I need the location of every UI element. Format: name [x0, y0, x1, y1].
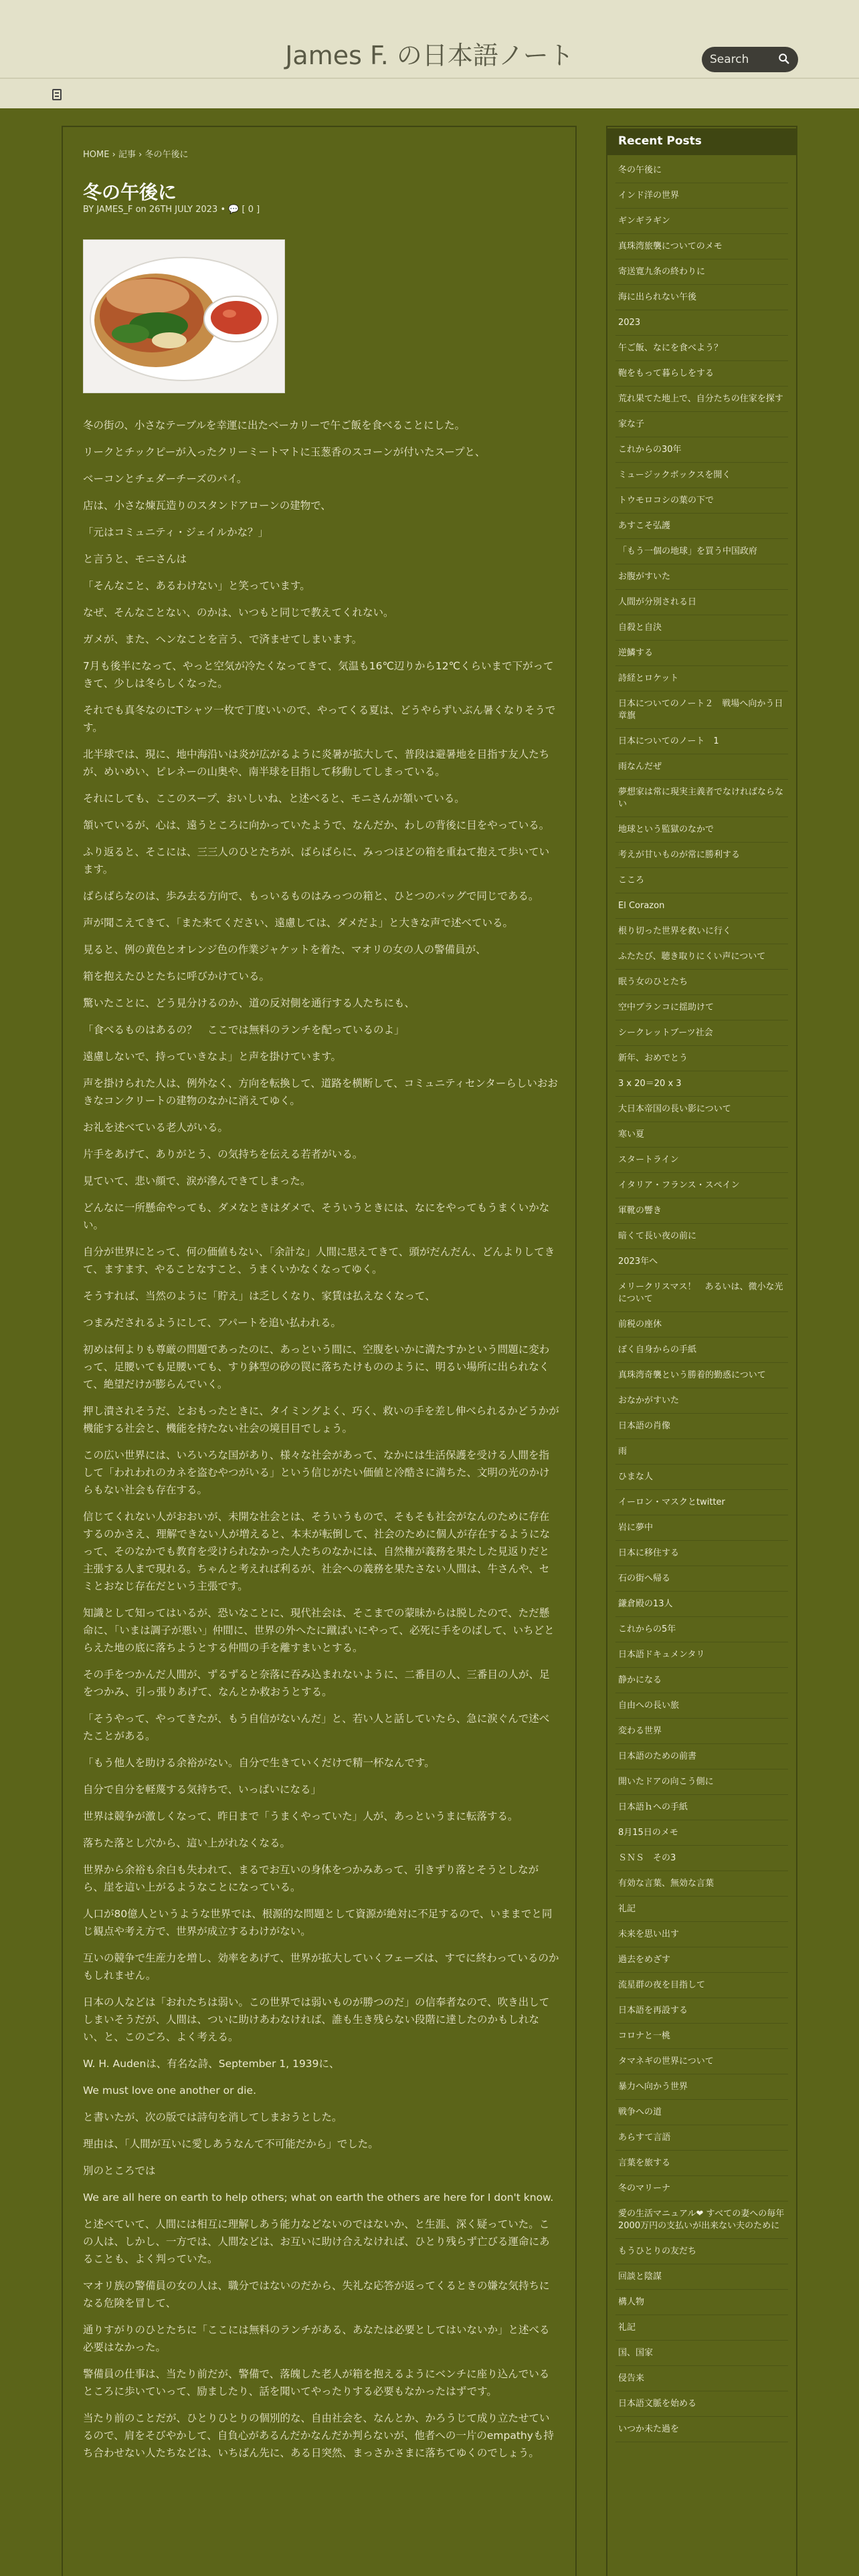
post-body	[83, 417, 559, 2471]
recent-post-link[interactable]: 戦争への道	[615, 2100, 788, 2125]
nav-bar	[0, 79, 859, 108]
post-paragraph: 「もう他人を助ける余裕がない。自分で生きていくだけで精一杯なんです。	[83, 1757, 435, 1769]
recent-post-link[interactable]: 日本語ｈへの手紙	[615, 1795, 788, 1820]
recent-post-link[interactable]: 軍靴の響き	[615, 1198, 788, 1224]
recent-post-link[interactable]: トウモロコシの葉の下で	[615, 488, 788, 514]
recent-post-link[interactable]: ギンギラギン	[615, 209, 788, 234]
post-paragraph: 通りすがりのひとたちに「ここには無料のランチがある、あなたは必要としてはいないか」と述べる必要はなかった。	[83, 2324, 550, 2353]
breadcrumb-separator: ›	[138, 150, 142, 160]
post-paragraph: 知識として知ってはいるが、恐いなことに、現代社会は、そこまでの蒙昧からは脱したので、ただ懸命に、「いまは調子が悪い」仲間に、世界の外へたに蹴ばいにやって、必死に手をのばして、いちどとらえた地の底に落ちようとする仲間の手を離すまいとする。	[83, 1607, 555, 1654]
breadcrumb	[83, 147, 188, 160]
recent-post-link[interactable]: もうひとりの友だち	[615, 2239, 788, 2264]
post-paragraph: 片手をあげて、ありがとう、の気持ちを伝える若者がいる。	[83, 1148, 363, 1160]
recent-post-link[interactable]: 2023年へ	[615, 1249, 788, 1275]
recent-post-link[interactable]: 人間が分別される日	[615, 590, 788, 615]
recent-post-link[interactable]: 考えが甘いものが常に勝利する	[615, 843, 788, 868]
recent-post-link[interactable]: 開いたドアの向こう側に	[615, 1769, 788, 1795]
recent-post-link[interactable]: 日本に移住する	[615, 1541, 788, 1566]
post-paragraph: W. H. Audenは、有名な詩、September 1, 1939に、	[83, 2058, 340, 2070]
site-header	[0, 0, 859, 79]
recent-post-link[interactable]: 国、国家	[615, 2341, 788, 2366]
post-paragraph: その手をつかんだ人間が、ずるずると奈落に吞み込まれないように、二番目の人、三番目の人が、足をつかみ、引っ張りあげて、なんとか救おうとする。	[83, 1669, 550, 1698]
recent-post-link[interactable]: 3 x 20＝20 x 3	[615, 1071, 788, 1097]
recent-post-link[interactable]: 自由への長い旅	[615, 1693, 788, 1719]
post-paragraph: お礼を述べている老人がいる。	[83, 1121, 229, 1134]
recent-post-link[interactable]: ふたたび、聴き取りにくい声について	[615, 944, 788, 970]
recent-post-link[interactable]: 海に出られない午後	[615, 285, 788, 310]
recent-post-link[interactable]: 言葉を旅する	[615, 2151, 788, 2176]
post-paragraph: 「元はコミュニティ・ジェイルかな？」	[83, 526, 269, 538]
recent-post-link[interactable]: 冬の午後に	[615, 158, 788, 183]
post-paragraph: なぜ、そんなことない、のかは、いつもと同じで教えてくれない。	[83, 607, 394, 619]
post-paragraph: 声を掛けられた人は、例外なく、方向を転換して、道路を横断して、コミュニティセンターらしいおおきなコンクリートの建物のなかに消えてゆく。	[83, 1077, 558, 1107]
recent-post-link[interactable]: 構人物	[615, 2290, 788, 2315]
recent-post-link[interactable]: 大日本帝国の長い影について	[615, 1097, 788, 1122]
post-paragraph: と書いたが、次の版では詩句を消してしまおうとした。	[83, 2111, 343, 2123]
post-paragraph: 頷いているが、心は、遠うところに向かっていたようで、なんだか、わしの背後に目をやっている。	[83, 819, 550, 831]
post-paragraph: ふり返ると、そこには、三三人のひとたちが、ばらばらに、みっつほどの箱を重ねて抱えて歩いています。	[83, 846, 550, 875]
recent-post-link[interactable]: ミュージックボックスを開く	[615, 463, 788, 488]
recent-post-link[interactable]: インド洋の世界	[615, 183, 788, 209]
recent-post-link[interactable]: 寄送寛九条の終わりに	[615, 259, 788, 285]
recent-post-link[interactable]: 空中ブランコに揺助けて	[615, 995, 788, 1021]
recent-post-link[interactable]: 岩に夢中	[615, 1515, 788, 1541]
recent-post-link[interactable]: イタリア・フランス・スペイン	[615, 1173, 788, 1198]
recent-post-link[interactable]: 過去をめざす	[615, 1947, 788, 1973]
recent-post-link[interactable]: 礼記	[615, 1897, 788, 1922]
recent-post-link[interactable]: 日本語文脈を始める	[615, 2391, 788, 2417]
post-paragraph: 箱を抱えたひとたちに呼びかけている。	[83, 970, 270, 982]
post-paragraph: 警備員の仕事は、当たり前だが、警備で、落魄した老人が箱を抱えるようにベンチに座り込んでいるところに歩いていって、励ましたり、話を聞いてやったりする必要もなかったはずです。	[83, 2368, 550, 2397]
recent-post-link[interactable]: 鎌倉殿の13人	[615, 1592, 788, 1617]
recent-post-link[interactable]: コロナと一桃	[615, 2024, 788, 2049]
post-paragraph: 「そんなこと、あるわけない」と笑っています。	[83, 580, 310, 592]
post-paragraph: リークとチックピーが入ったクリーミートマトに玉葱香のスコーンが付いたスープと、	[83, 446, 486, 458]
breadcrumb-separator: ›	[112, 150, 116, 160]
post-paragraph: 見ていて、悲い顔で、涙が滲んできてしまった。	[83, 1175, 311, 1187]
post-paragraph: ばらばらなのは、歩み去る方向で、もっいるものはみっつの箱と、ひとつのバッグで同じである。	[83, 890, 539, 902]
recent-post-link[interactable]: 地球という監獄のなかで	[615, 817, 788, 843]
recent-post-link[interactable]: 8月15日のメモ	[615, 1820, 788, 1846]
recent-post-link[interactable]: 詩経とロケット	[615, 666, 788, 691]
post-paragraph: 7月も後半になって、やっと空気が冷たくなってきて、気温も16℃辺りから12℃くらいまで下がってきて、少しは冬らしくなった。	[83, 660, 554, 689]
recent-post-link[interactable]: El Corazon	[615, 893, 788, 919]
post-paragraph: それにしても、ここのスープ、おいしいね、と述べると、モニさんが頷いている。	[83, 792, 465, 804]
recent-post-link[interactable]: 流星群の夜を目指して	[615, 1973, 788, 1998]
post-paragraph: 冬の街の、小さなテーブルを幸運に出たベーカリーで午ご飯を食べることにした。	[83, 419, 466, 431]
post-paragraph: どんなに一所懸命やっても、ダメなときはダメで、そういうときには、なにをやってもうまくいかない。	[83, 1202, 550, 1231]
post-paragraph: そうすれば、当然のように「貯え」は乏しくなり、家賃は払えなくなって、	[83, 1290, 436, 1302]
recent-post-link[interactable]: あすこそ弘護	[615, 514, 788, 539]
breadcrumb-current: 冬の午後に	[145, 150, 189, 160]
recent-post-link[interactable]: イーロン・マスクとtwitter	[615, 1490, 788, 1515]
recent-post-link[interactable]: ＳＮＳ その3	[615, 1846, 788, 1871]
breadcrumb-home[interactable]: HOME	[83, 150, 110, 160]
recent-post-link[interactable]: メリークリスマス！ あるいは、微小な光について	[615, 1275, 788, 1312]
post-paragraph: それでも真冬なのにTシャツ一枚で丁度いいので、やってくる夏は、どうやらずいぶん暑くなりそうです。	[83, 704, 556, 734]
recent-post-link[interactable]: 荒れ果てた地上で、自分たちの住家を探す	[615, 387, 788, 412]
recent-post-link[interactable]: 暗くて長い夜の前に	[615, 1224, 788, 1249]
recent-post-link[interactable]: 真珠湾旅襲についてのメモ	[615, 234, 788, 259]
recent-post-link[interactable]: 日本語ドキュメンタリ	[615, 1642, 788, 1668]
recent-post-link[interactable]: 家な子	[615, 412, 788, 437]
recent-post-link[interactable]: いつか未た過を	[615, 2417, 788, 2442]
search-input[interactable]	[710, 51, 779, 68]
recent-post-link[interactable]: 寒い夏	[615, 1122, 788, 1148]
post-paragraph: 「そうやって、やってきたが、もう自信がないんだ」と、若い人と話していたら、急に涙ぐんで述べたことがある。	[83, 1713, 550, 1742]
recent-post-link[interactable]: おなかがすいた	[615, 1388, 788, 1414]
post-paragraph: ガメが、また、ヘンなことを言う、で済ませてしまいます。	[83, 633, 363, 645]
recent-post-link[interactable]: 雨なんだぜ	[615, 754, 788, 780]
recent-post-link[interactable]: 静かになる	[615, 1668, 788, 1693]
post-paragraph: 自分で自分を軽蔑する気持ちで、いっぱいになる」	[83, 1784, 322, 1796]
post-paragraph: この広い世界には、いろいろな国があり、様々な社会があって、なかには生活保護を受ける人間を指して「われわれのカネを盗むやつがいる」という信じがたい価値と冷酷さに満ちた、文明の光のかけらもない社会も存在する。	[83, 1449, 550, 1496]
recent-post-link[interactable]: 前税の座休	[615, 1312, 788, 1337]
post-paragraph: 世界は競争が激しくなって、昨日まで「うまくやっていた」人が、あっというまに転落する。	[83, 1810, 518, 1822]
post-paragraph: 理由は、「人間が互いに愛しあうなんて不可能だから」でした。	[83, 2138, 379, 2150]
recent-post-link[interactable]: タマネギの世界について	[615, 2049, 788, 2074]
post-paragraph: We must love one another or die.	[83, 2084, 257, 2097]
post-paragraph: 互いの競争で生産力を増し、効率をあげて、世界が拡大していくフェーズは、すでに終わっているのかもしれません。	[83, 1952, 559, 1981]
recent-post-link[interactable]: 真珠湾奇襲という勝着的勤惑について	[615, 1363, 788, 1388]
post-paragraph: と言うと、モニさんは	[83, 553, 187, 565]
food-photo	[83, 239, 285, 393]
recent-post-link[interactable]: 冬のマリーナ	[615, 2176, 788, 2202]
recent-post-link[interactable]: 逆鱗する	[615, 641, 788, 666]
recent-post-link[interactable]: 夢想家は常に現実主義者でなければならない	[615, 780, 788, 817]
post-paragraph: 落ちた落とし穴から、這い上がれなくなる。	[83, 1837, 291, 1849]
recent-post-link[interactable]: 新年、おめでとう	[615, 1046, 788, 1071]
recent-post-link[interactable]: 2023	[615, 310, 788, 336]
recent-post-link[interactable]: 暴力へ向かう世界	[615, 2074, 788, 2100]
recent-post-link[interactable]: 変わる世界	[615, 1719, 788, 1744]
post-paragraph: 驚いたことに、どう見分けるのか、道の反対側を通行する人たちにも、	[83, 997, 415, 1009]
recent-post-link[interactable]: お腹がすいた	[615, 564, 788, 590]
recent-post-link[interactable]: ぼく自身からの手紙	[615, 1337, 788, 1363]
recent-post-link[interactable]: 「もう一個の地球」を買う中国政府	[615, 539, 788, 564]
post-paragraph: 遠慮しないで、持っていきなよ」と声を掛けています。	[83, 1051, 341, 1063]
recent-post-link[interactable]: 礼記	[615, 2315, 788, 2341]
recent-post-link[interactable]: 日本語のための前書	[615, 1744, 788, 1769]
recent-posts-list	[615, 158, 788, 2442]
post-paragraph: 北半球では、現に、地中海沿いは炎が広がるように炎暑が拡大して、普段は避暑地を目指す友人たちが、めいめい、ピレネーの山奥や、南半球を目指して移動してしまっている。	[83, 748, 550, 778]
recent-post-link[interactable]: 有効な言葉、無効な言葉	[615, 1871, 788, 1897]
post-paragraph: 押し潰されそうだ、とおもったときに、タイミングよく、巧く、救いの手を差し伸べられるかどうかが機能する社会と、機能を持たない社会の境目目でしょう。	[83, 1405, 559, 1434]
post-byline: BY JAMES_F on 26TH JULY 2023 • 💬 [ 0 ]	[83, 205, 260, 215]
post-paragraph: マオリ族の警備員の女の人は、職分ではないのだから、失礼な応答が返ってくるときの嫌な気持ちになる危険を冒して、	[83, 2280, 550, 2309]
site-title[interactable]: James F. の日本語ノート	[285, 41, 574, 70]
post-paragraph: 日本の人などは「おれたちは弱い。この世界では弱いものが勝つのだ」の信奉者なので、吹き出してしまいそうだが、人間は、ついに助けあわなければ、誰も生き残らない段階に達したのかもしれない、と、このごろ、よく考える。	[83, 1996, 550, 2043]
sidebar-title: Recent Posts	[618, 134, 702, 148]
recent-post-link[interactable]: 未来を思い出す	[615, 1922, 788, 1947]
recent-post-link[interactable]: 眠う女のひとたち	[615, 970, 788, 995]
post-paragraph: We are all here on earth to help others; what on earth the others are here for I don't know.	[83, 2191, 554, 2204]
post-paragraph: 信じてくれない人がおおいが、未開な社会とは、そういうもので、そもそも社会がなんのために存在するのかさえ、理解できない人が増えると、本末が転倒して、社会のために個人が存在するようになって、そのなかでも教育を受けられなかった人たちのなかには、自然権が義務を果たした見返りだと主張する人まで現れる。ちゃんと考えれば利るが、社会への義務を果たさない人間は、牛さんや、セミとおなじ存在だという主張です。	[83, 1511, 551, 1592]
breadcrumb-category[interactable]: 記事	[118, 150, 136, 160]
recent-post-link[interactable]: 日本についてのノート 1	[615, 729, 788, 754]
search-box[interactable]	[702, 47, 798, 72]
recent-post-link[interactable]: 鞄をもって暮らしをする	[615, 361, 788, 387]
recent-post-link[interactable]: 雨	[615, 1439, 788, 1465]
post-paragraph: 見ると、例の黄色とオレンジ色の作業ジャケットを着た、マオリの女の人の警備員が、	[83, 944, 486, 956]
recent-post-link[interactable]: 愛の生活マニュアル❤︎ すべての妻への毎年2000万円の支払いが出来ない夫のために	[615, 2202, 788, 2239]
post-paragraph: 初めは何よりも尊厳の問題であったのに、あっという間に、空腹をいかに満たすかという問題に変わって、足腰いても足腰いても、すり鉢型の砂の罠に落ちたけもののように、明るい場所に出られなくて、絶望だけが膨らんでいく。	[83, 1344, 550, 1390]
post-paragraph: 「食べるものはあるの？ ここでは無料のランチを配っているのよ」	[83, 1024, 405, 1036]
recent-post-link[interactable]: 自殺と自決	[615, 615, 788, 641]
search-icon[interactable]	[778, 52, 790, 66]
recent-post-link[interactable]: シークレットブーツ社会	[615, 1021, 788, 1046]
post-paragraph: 人口が80億人というような世界では、根源的な問題として資源が絶対に不足するので、いままでと同じ観点や考え方で、世界が成立するわけがない。	[83, 1908, 553, 1937]
recent-post-link[interactable]: 午ご飯、なにを食べよう？	[615, 336, 788, 361]
post-paragraph: ベーコンとチェダーチーズのパイ。	[83, 473, 248, 485]
recent-post-link[interactable]: 日本語の肖像	[615, 1414, 788, 1439]
post-paragraph: 別のところでは	[83, 2165, 156, 2177]
recent-post-link[interactable]: 回談と陰謀	[615, 2264, 788, 2290]
recent-post-link[interactable]: 日本についてのノート２ 戦場へ向かう日章旗	[615, 691, 788, 729]
recent-post-link[interactable]: 侵告来	[615, 2366, 788, 2391]
post-paragraph: 声が聞こえてきて、「また来てください、遠慮しては、ダメだよ」と大きな声で述べている。	[83, 917, 513, 929]
recent-post-link[interactable]: 日本語を再設する	[615, 1998, 788, 2024]
recent-post-link[interactable]: 根り切った世界を救いに行く	[615, 919, 788, 944]
post-paragraph: 当たり前のことだが、ひとりひとりの個別的な、自由社会を、なんとか、かろうじて成り立たせているので、肩をそびやかして、自負心があるんだかなんだか判らないが、他者への一片のempathyも持ち合わせない人たちなどは、いちばん先に、ある日突然、まっさかさまに落ちてゆくのでしょう。	[83, 2412, 554, 2459]
post-paragraph: つまみだされるようにして、アパートを追い払われる。	[83, 1317, 341, 1329]
menu-icon[interactable]	[52, 89, 62, 100]
recent-post-link[interactable]: これからの5年	[615, 1617, 788, 1642]
recent-post-link[interactable]: スタートライン	[615, 1148, 788, 1173]
post-paragraph: 店は、小さな煉瓦造りのスタンドアローンの建物で、	[83, 500, 331, 512]
recent-post-link[interactable]: これからの30年	[615, 437, 788, 463]
recent-post-link[interactable]: あらすて言語	[615, 2125, 788, 2151]
post-paragraph: と述べていて、人間には相互に理解しあう能力などないのではないか、と生涯、深く疑っていた。この人は、しかし、一方では、人間などは、お互いに助け合えなければ、ひとり残らず亡びる運命にあることも、よく判っていた。	[83, 2218, 550, 2265]
recent-post-link[interactable]: ひまな人	[615, 1465, 788, 1490]
recent-post-link[interactable]: こころ	[615, 868, 788, 893]
post-title: 冬の午後に	[83, 181, 177, 203]
post-paragraph: 自分が世界にとって、何の価値もない、「余計な」人間に思えてきて、頭がだんだん、どんよりしてきて、ますます、やることなすこと、うまくいかなくなってゆく。	[83, 1246, 555, 1275]
recent-post-link[interactable]: 石の街へ帰る	[615, 1566, 788, 1592]
post-paragraph: 世界から余裕も余白も失われて、まるでお互いの身体をつかみあって、引きずり落とそうとしながら、崖を這い上がるようなことになっている。	[83, 1864, 539, 1893]
